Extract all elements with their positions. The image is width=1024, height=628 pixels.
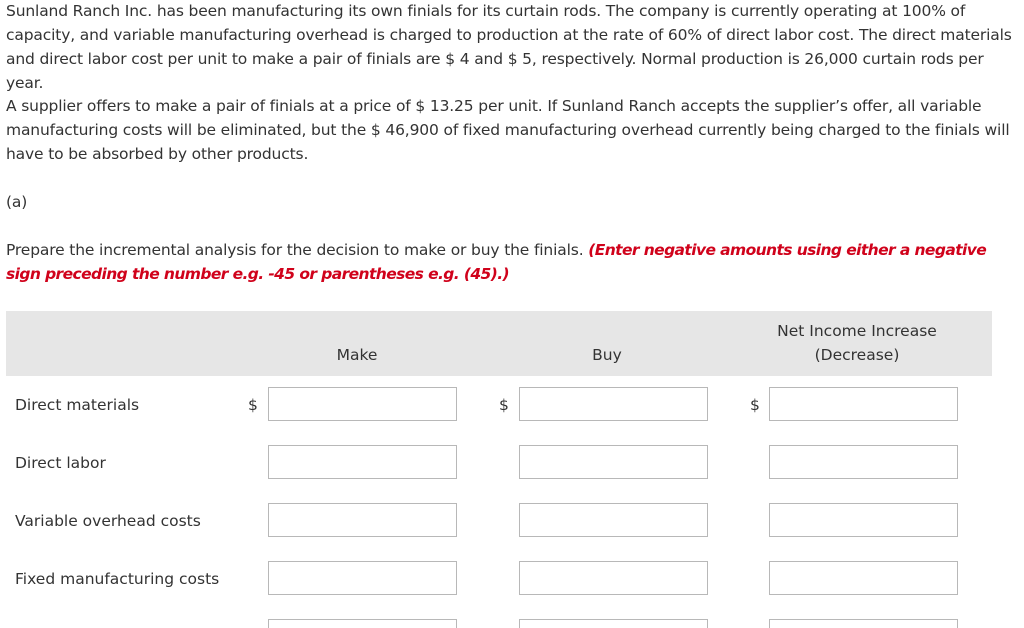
instruction-text <box>6 238 1018 286</box>
problem-paragraph-1: Sunland Ranch Inc. has been manufacturing its own finials for its curtain rods. The company is currently operating at 100% of capacity, and variable manufacturing overhead is charged to production at the rate of 60% of direct labor cost. The direct materials and direct labor cost per unit to make a pair of finials are $ 4 and $ 5, respectively. Normal production is 26,000 curtain rods per year. <box>6 2 1012 92</box>
direct-labor-make-input[interactable] <box>268 445 457 479</box>
dollar-sign-make: $ <box>248 396 258 414</box>
problem-paragraph-2: A supplier offers to make a pair of finials at a price of $ 13.25 per unit. If Sunland Ranch accepts the supplier’s offer, all variable manufacturing costs will be eliminated, but the $ 46,900 of fixed manufacturing overhead currently being charged to the finials will have to be absorbed by other products. <box>6 97 1010 163</box>
column-header-buy: Buy <box>592 346 622 364</box>
direct-labor-buy-input[interactable] <box>519 445 708 479</box>
fixed-manufacturing-net-input[interactable] <box>769 561 958 595</box>
row-label-variable-overhead: Variable overhead costs <box>15 512 201 530</box>
row-label-fixed-manufacturing: Fixed manufacturing costs <box>15 570 220 588</box>
next-row-make-input[interactable] <box>268 619 457 628</box>
column-header-make: Make <box>336 346 378 364</box>
instruction-main: Prepare the incremental analysis for the decision to make or buy the finials. <box>6 241 584 259</box>
direct-materials-make-input[interactable] <box>268 387 457 421</box>
row-label-direct-materials: Direct materials <box>15 396 140 414</box>
fixed-manufacturing-make-input[interactable] <box>268 561 457 595</box>
row-label-direct-labor: Direct labor <box>15 454 106 472</box>
variable-overhead-make-input[interactable] <box>268 503 457 537</box>
part-label: (a) <box>6 193 28 211</box>
dollar-sign-net: $ <box>750 396 760 414</box>
column-header-net-income: Net Income Increase (Decrease) <box>777 322 937 364</box>
instruction-note: (Enter negative amounts using either a negative sign preceding the number e.g. -45 or parentheses e.g. (45).) <box>6 241 987 283</box>
next-row-buy-input[interactable] <box>519 619 708 628</box>
variable-overhead-net-input[interactable] <box>769 503 958 537</box>
direct-materials-buy-input[interactable] <box>519 387 708 421</box>
fixed-manufacturing-buy-input[interactable] <box>519 561 708 595</box>
next-row-net-input[interactable] <box>769 619 958 628</box>
direct-labor-net-input[interactable] <box>769 445 958 479</box>
table-header <box>6 311 992 376</box>
dollar-sign-buy: $ <box>499 396 509 414</box>
variable-overhead-buy-input[interactable] <box>519 503 708 537</box>
direct-materials-net-input[interactable] <box>769 387 958 421</box>
